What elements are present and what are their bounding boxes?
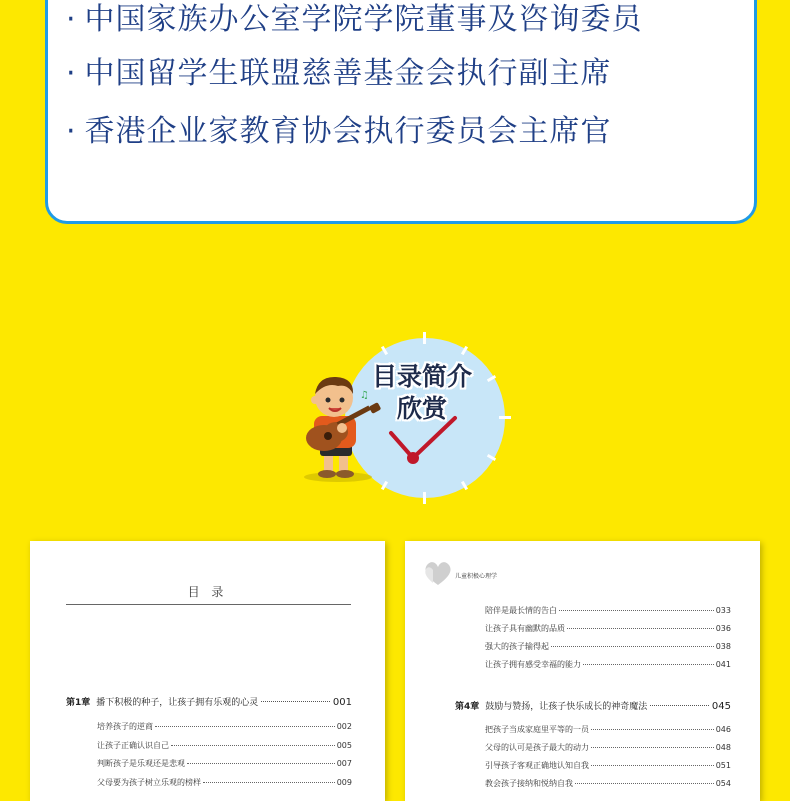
info-line-2: · 中国留学生联盟慈善基金会执行副主席 xyxy=(66,56,612,91)
divider xyxy=(66,604,351,605)
toc-entry: 父母要为孩子树立乐观的榜样 009 xyxy=(97,778,352,787)
toc-entry: 教会孩子接纳和悦纳自我 054 xyxy=(485,779,731,788)
bullet: · xyxy=(66,2,77,37)
svg-text:♫: ♫ xyxy=(360,390,369,401)
toc-entry: 强大的孩子输得起 038 xyxy=(485,642,731,651)
toc-page-left xyxy=(30,541,385,801)
info-line-1: · 中国家族办公室学院学院董事及咨询委员 xyxy=(66,2,643,37)
toc-entry: 父母的认可是孩子最大的动力 048 xyxy=(485,743,731,752)
running-header: 儿童积极心理学 xyxy=(455,573,498,580)
info-line-3: · 香港企业家教育协会执行委员会主席官 xyxy=(66,114,612,149)
toc-entry: 让孩子正确认识自己 005 xyxy=(97,741,352,750)
toc-entry: 培养孩子的逆商 002 xyxy=(97,722,352,731)
toc-entry: 让孩子拥有感受幸福的能力 041 xyxy=(485,660,731,669)
badge-title: 目录简介 欣赏 xyxy=(371,362,472,423)
toc-chapter: 第4章 鼓励与赞扬，让孩子快乐成长的神奇魔法 045 xyxy=(455,701,731,712)
toc-entry: 让孩子具有幽默的品质 036 xyxy=(485,624,731,633)
bullet: · xyxy=(66,114,77,149)
toc-entry: 引导孩子客观正确地认知自我 051 xyxy=(485,761,731,770)
toc-entry: 陪伴是最长情的告白 033 xyxy=(485,606,731,615)
toc-chapter: 第1章 播下积极的种子，让孩子拥有乐观的心灵 001 xyxy=(66,697,352,708)
toc-title: 目 录 xyxy=(187,585,228,599)
toc-entry: 把孩子当成家庭里平等的一员 046 xyxy=(485,725,731,734)
boy-guitar-illustration xyxy=(298,370,393,485)
toc-entry: 判断孩子是乐观还是悲观 007 xyxy=(97,759,352,768)
toc-page-right xyxy=(405,541,760,801)
heart-logo-icon xyxy=(423,559,453,587)
bullet: · xyxy=(66,56,77,91)
